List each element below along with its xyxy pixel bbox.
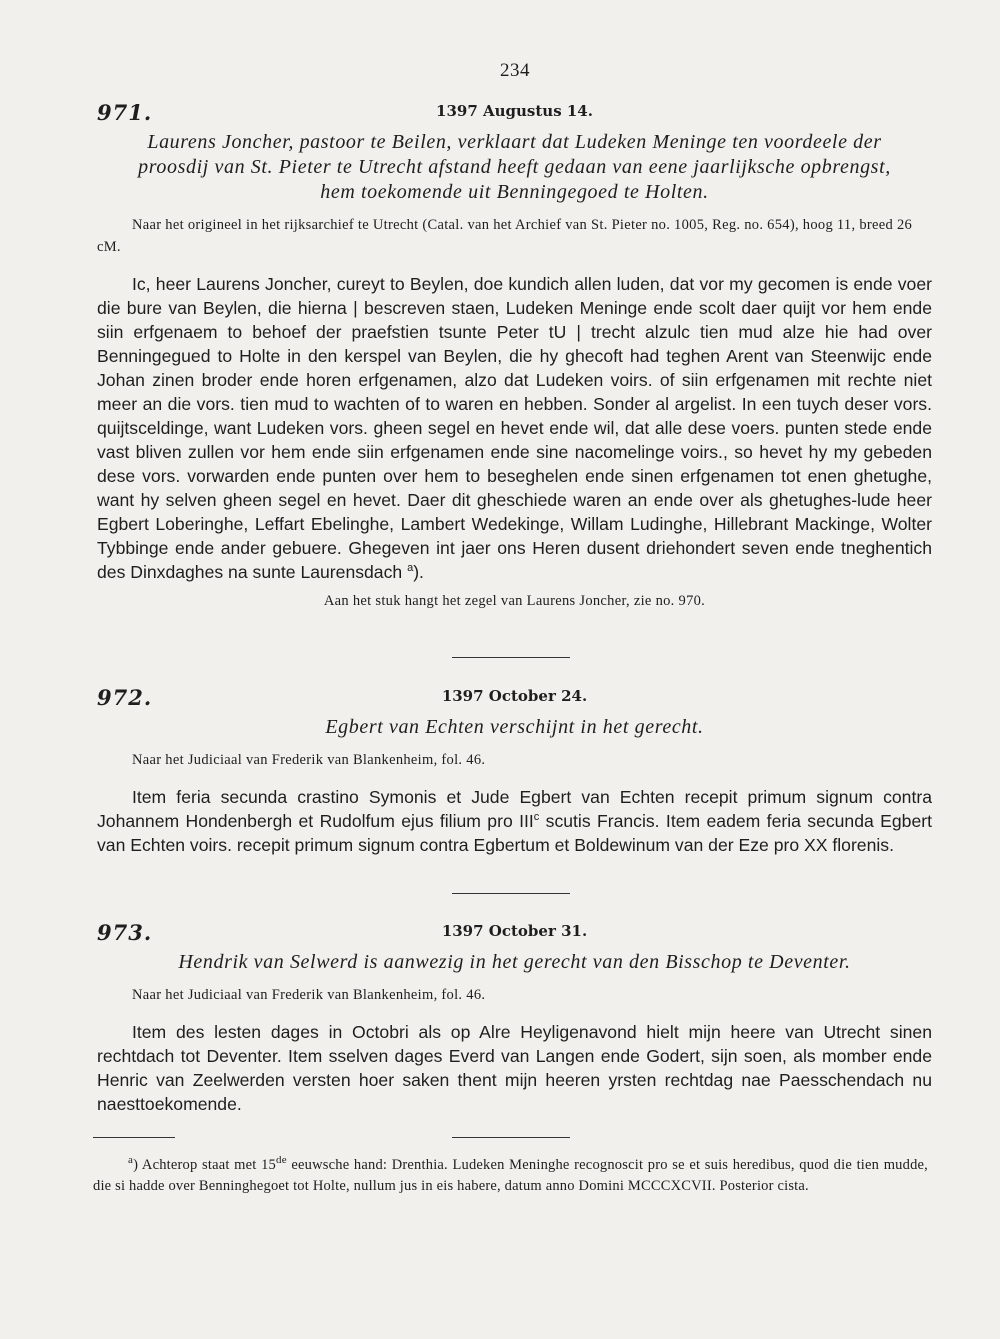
section-divider <box>452 657 570 658</box>
entry-972 <box>97 685 932 857</box>
seal-note: Aan het stuk hangt het zegel van Laurens Joncher, zie no. 970. <box>323 593 706 609</box>
entry-text-end: ). <box>413 562 424 582</box>
page-number: 234 <box>500 60 530 81</box>
footnote-marker: a <box>128 1154 134 1167</box>
entry-source: Naar het Judiciaal van Frederik van Blankenheim, fol. 46. <box>132 987 486 1003</box>
entry-summary: Laurens Joncher, pastoor te Beilen, verklaart dat Ludeken Meninge ten voordeele der proosdij van St. Pieter te Utrecht afstand heeft gedaan van eene jaarlijksche opbrengst, hem toekomende uit Benningegoed te Holten. <box>138 131 891 203</box>
entry-text-a: Item feria secunda crastino Symonis et Jude Egbert van Echten recepit primum signum contra Johannem Hondenbergh et Rudolfum ejus filium pro III <box>97 787 932 831</box>
section-divider <box>452 1137 570 1138</box>
entry-text-main: Ic, heer Laurens Joncher, cureyt to Beylen, doe kundich allen luden, dat vor my gecomen is ende voer die bure van Beylen, die hierna | bescreven staen, Ludeken Meninge ende scolt daer quijt vor hem ende siin erfgenaem to behoef der praefstien tsunte Peter tU | trecht alzulc tien mud alze hie had over Benningegued to Holte in den kerspel van Beylen, die hy ghecoft had teghen Arent van Steenwijc ende Johan zinen broder ende horen erfgenamen, alzo dat Ludeken voirs. of siin erfgenamen mit rechte niet meer an die vors. tien mud to wachten of to waren en hebben. Sonder al argelist. In een tuych deser vors. quijtsceldinge, want Ludeken vors. gheen segel en hevet ende wil, dat alle dese voers. punten stede ende vast bliven zullen vor hem ende siin erfgenamen ende sine nacomelinge voirs., so hevet hy my gebeden dese vors. vorwarden ende punten over hem to beseghelen ende sinen erfgenamen tot enen ghetughe, want hy selven gheen segel en hevet. Daer dit gheschiede waren an ende over als ghetughes-lude heer Egbert Loberinghe, Leffart Ebelinghe, Lambert Wedekinge, Willam Ludinghe, Hillebrant Mackinge, Wolter Tybbinge ende ander gebuere. Ghegeven int jaer ons Heren dusent driehondert seven ende tneghentich des Dinxdaghes na sunte Laurensdach <box>97 274 932 582</box>
entry-text <box>97 785 932 857</box>
entry-number: 973. <box>97 920 153 945</box>
entry-date: 1397 Augustus 14. <box>436 102 593 120</box>
entry-summary: Hendrik van Selwerd is aanwezig in het gerecht van den Bisschop te Deventer. <box>178 951 851 973</box>
footnote-text-a: ) Achterop staat met 15 <box>133 1157 277 1173</box>
entry-source: Naar het Judiciaal van Frederik van Blankenheim, fol. 46. <box>132 752 486 768</box>
entry-date: 1397 October 31. <box>441 922 588 940</box>
entry-973 <box>97 920 932 1116</box>
entry-date: 1397 October 24. <box>441 687 588 705</box>
entry-971 <box>97 100 932 612</box>
footnote-ref: a <box>407 562 414 575</box>
footnote-divider <box>93 1137 175 1138</box>
superscript: de <box>276 1154 287 1167</box>
entry-number: 971. <box>97 100 153 125</box>
entry-text-b: scutis Francis. Item eadem feria secunda Egbert van Echten voirs. recepit primum signum contra Egbertum et Boldewinum van der Eze pro XX florenis. <box>97 811 932 855</box>
entry-text: Item des lesten dages in Octobri als op Alre Heyligenavond hielt mijn heere van Utrecht sinen rechtdach tot Deventer. Item sselven dages Everd van Langen ende Godert, sijn soen, als momber ende Henric van Zeelwerden versten hoer saken thent mijn heeren yrsten rechtdag nae Paesschendach nu naesttoekomende. <box>97 1022 932 1114</box>
entry-source: Naar het origineel in het rijksarchief te Utrecht (Catal. van het Archief van St. Pieter no. 1005, Reg. no. 654), hoog 11, breed 26 cM. <box>97 217 913 255</box>
entry-number: 972. <box>97 685 153 710</box>
section-divider <box>452 893 570 894</box>
entry-text <box>97 272 932 584</box>
entry-summary: Egbert van Echten verschijnt in het gerecht. <box>325 716 704 738</box>
entry-header <box>97 920 932 946</box>
entry-header <box>97 685 932 711</box>
footnote-text-b: eeuwsche hand: Drenthia. Ludeken Meninghe recognoscit pro se et suis heredibus, quod die tien mudde, die si hadde over Benninghegoet tot Holte, nullum jus in eis habere, datum anno Domini MCCCXCVII. Posterior cista. <box>93 1157 928 1194</box>
entry-header <box>97 100 932 126</box>
footnote <box>93 1155 928 1197</box>
superscript: c <box>533 811 540 824</box>
